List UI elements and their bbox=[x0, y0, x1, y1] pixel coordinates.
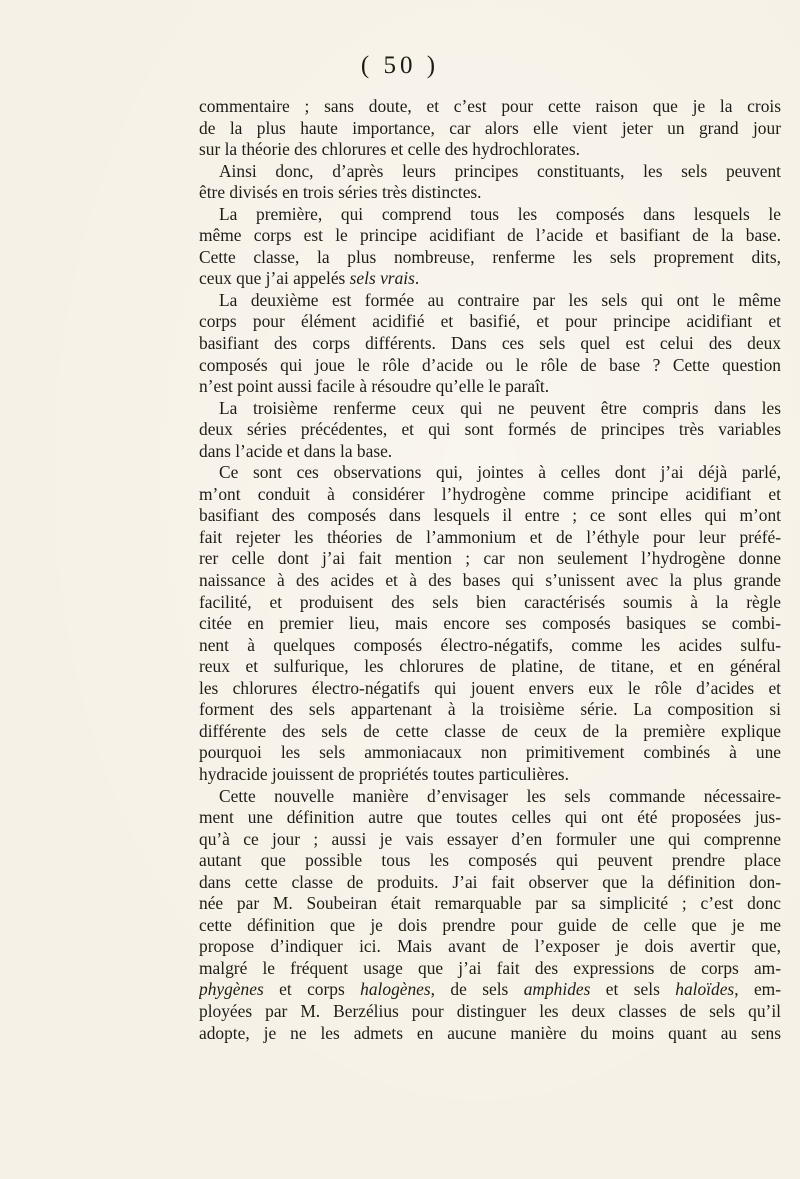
italic-term: amphides bbox=[523, 979, 591, 1000]
text-line: Ce sont ces observations qui, jointes à celles dont j’ai déjà parlé, bbox=[219, 462, 781, 483]
text-line: propose d’indiquer ici. Mais avant de l’exposer je dois avertir que, bbox=[199, 936, 781, 957]
text-line: citée en premier lieu, mais encore ses composés basiques se combi- bbox=[199, 613, 781, 634]
text-line: La troisième renferme ceux qui ne peuvent être compris dans les bbox=[219, 397, 781, 418]
text-run: et corps bbox=[263, 979, 361, 1000]
text-line: m’ont conduit à considérer l’hydrogène comme principe acidifiant et bbox=[199, 483, 781, 504]
italic-term: sels vrais bbox=[349, 268, 415, 289]
text-line: Cette classe, la plus nombreuse, renferme les sels proprement dits, bbox=[199, 246, 781, 267]
text-line: être divisés en trois séries très distinctes. bbox=[199, 182, 482, 203]
text-line: Ainsi donc, d’après leurs principes constituants, les sels peuvent bbox=[219, 160, 781, 181]
text-line: ployées par M. Berzélius pour distinguer les deux classes de sels qu’il bbox=[199, 1000, 781, 1021]
text-line: ment une définition autre que toutes celles qui ont été proposées jus- bbox=[199, 807, 781, 828]
text-line: dans l’acide et dans la base. bbox=[199, 440, 393, 461]
text-line: basifiant des composés dans lesquels il entre ; ce sont elles qui m’ont bbox=[199, 505, 781, 526]
text-line: deux séries précédentes, et qui sont formés de principes très variables bbox=[199, 419, 781, 440]
text-line: dans cette classe de produits. J’ai fait observer que la définition don- bbox=[199, 871, 781, 892]
text-line: La deuxième est formée au contraire par les sels qui ont le même bbox=[219, 289, 781, 310]
text-line: nent à quelques composés électro-négatifs, comme les acides sulfu- bbox=[199, 634, 781, 655]
text-run: , em- bbox=[734, 979, 781, 1000]
text-line bbox=[199, 268, 781, 290]
text-line: basifiant des corps différents. Dans ces sels quel est celui des deux bbox=[199, 333, 781, 354]
text-line: fait rejeter les théories de l’ammonium et de l’éthyle pour leur préfé- bbox=[199, 526, 781, 547]
italic-term: halogènes bbox=[360, 979, 431, 1000]
text-line: facilité, et produisent des sels bien caractérisés soumis à la règle bbox=[199, 591, 781, 612]
body-text bbox=[199, 96, 781, 1044]
text-line: autant que possible tous les composés qui peuvent prendre place bbox=[199, 850, 781, 871]
text-run: et sels bbox=[590, 979, 676, 1000]
text-line: n’est point aussi facile à résoudre qu’elle le paraît. bbox=[199, 376, 550, 397]
text-line: adopte, je ne les admets en aucune manière du moins quant au sens bbox=[199, 1022, 781, 1043]
text-run: , de sels bbox=[430, 979, 524, 1000]
text-line: Cette nouvelle manière d’envisager les sels commande nécessaire- bbox=[219, 785, 781, 806]
text-line: pourquoi les sels ammoniacaux non primitivement combinés à une bbox=[199, 742, 781, 763]
page-number: ( 50 ) bbox=[360, 52, 440, 79]
text-line: différente des sels de cette classe de ceux de la première explique bbox=[199, 720, 781, 741]
text-line: cette définition que je dois prendre pour guide de celle que je me bbox=[199, 914, 781, 935]
text-line: La première, qui comprend tous les composés dans lesquels le bbox=[219, 203, 781, 224]
text-run: . bbox=[414, 268, 420, 289]
text-line: même corps est le principe acidifiant de l’acide et basifiant de la base. bbox=[199, 225, 781, 246]
text-line: sur la théorie des chlorures et celle des hydrochlorates. bbox=[199, 139, 580, 160]
text-line: naissance à des acides et à des bases qui s’unissent avec la plus grande bbox=[199, 570, 781, 591]
text-run: ceux que j’ai appelés bbox=[199, 268, 350, 289]
text-line bbox=[199, 979, 781, 1001]
text-line: malgré le fréquent usage que j’ai fait des expressions de corps am- bbox=[199, 957, 781, 978]
text-line: les chlorures électro-négatifs qui jouent envers eux le rôle d’acides et bbox=[199, 677, 781, 698]
text-line: hydracide jouissent de propriétés toutes particulières. bbox=[199, 763, 569, 784]
text-line: rer celle dont j’ai fait mention ; car non seulement l’hydrogène donne bbox=[199, 548, 781, 569]
text-line: de la plus haute importance, car alors elle vient jeter un grand jour bbox=[199, 117, 781, 138]
text-line: composés qui joue le rôle d’acide ou le rôle de base ? Cette question bbox=[199, 354, 781, 375]
italic-term: phygènes bbox=[199, 979, 264, 1000]
text-line: qu’à ce jour ; aussi je vais essayer d’en formuler une qui comprenne bbox=[199, 828, 781, 849]
italic-term: haloïdes bbox=[675, 979, 735, 1000]
text-line: née par M. Soubeiran était remarquable par sa simplicité ; c’est donc bbox=[199, 893, 781, 914]
text-line: commentaire ; sans doute, et c’est pour cette raison que je la crois bbox=[199, 96, 781, 116]
text-line: forment des sels appartenant à la troisième série. La composition si bbox=[199, 699, 781, 720]
text-line: corps pour élément acidifié et basifié, et pour principe acidifiant et bbox=[199, 311, 781, 332]
text-line: reux et sulfurique, les chlorures de platine, de titane, et en général bbox=[199, 656, 781, 677]
